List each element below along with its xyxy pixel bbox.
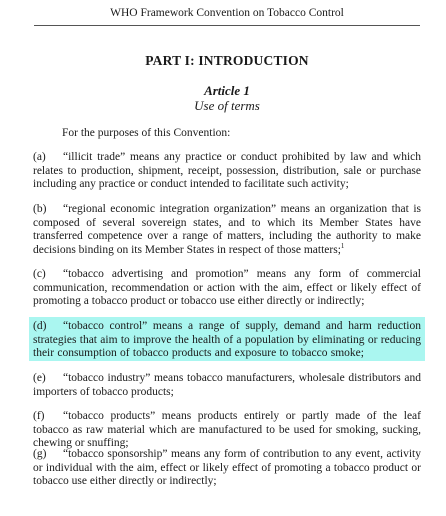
definition-letter: (a)	[33, 151, 46, 163]
definition-b	[33, 203, 421, 257]
definition-f	[33, 410, 421, 451]
definition-a	[33, 151, 421, 192]
header-rule	[34, 25, 420, 26]
definition-g	[33, 448, 421, 489]
definition-text: “tobacco industry” means tobacco manufacturers, wholesale distributors and importers of tobacco products;	[33, 372, 421, 398]
definition-text: “tobacco advertising and promotion” means any form of commercial communication, recommendation or action with the aim, effect or likely effect of promoting a tobacco product or tobacco use either directly or indirectly;	[33, 268, 421, 308]
article-title: Article 1	[204, 83, 250, 98]
intro-text: For the purposes of this Convention:	[62, 127, 231, 139]
definition-text: “tobacco control” means a range of supply, demand and harm reduction strategies that aim to improve the health of a population by eliminating or reducing their consumption of tobacco products and exposure to tobacco smoke;	[33, 320, 421, 360]
definition-text: “regional economic integration organization” means an organization that is composed of several sovereign states, and to which its Member States have transferred competence over a range of matters, including the authority to make decisions binding on its Member States in respect of those matters;	[33, 203, 421, 256]
article-subtitle: Use of terms	[194, 98, 260, 113]
definition-letter: (d)	[33, 320, 47, 332]
part-title: PART I: INTRODUCTION	[145, 53, 309, 68]
definition-letter: (e)	[33, 372, 46, 384]
definition-letter: (b)	[33, 203, 47, 215]
definition-letter: (g)	[33, 448, 47, 460]
definition-d	[33, 320, 421, 361]
definition-text: “tobacco products” means products entirely or partly made of the leaf tobacco as raw material which are manufactured to be used for smoking, sucking, chewing or snuffing;	[33, 410, 421, 450]
footnote-marker[interactable]: 1	[340, 241, 345, 250]
definition-text: “tobacco sponsorship” means any form of contribution to any event, activity or individual with the aim, effect or likely effect of promoting a tobacco product or tobacco use either directly or indirectly;	[33, 448, 421, 488]
running-header: WHO Framework Convention on Tobacco Control	[110, 7, 344, 19]
definition-text: “illicit trade” means any practice or conduct prohibited by law and which relates to production, shipment, receipt, possession, distribution, sale or purchase including any practice or conduct intended to facilitate such activity;	[33, 151, 421, 191]
definition-letter: (f)	[33, 410, 45, 422]
definition-c	[33, 268, 421, 309]
definition-e	[33, 372, 421, 399]
definition-letter: (c)	[33, 268, 46, 280]
